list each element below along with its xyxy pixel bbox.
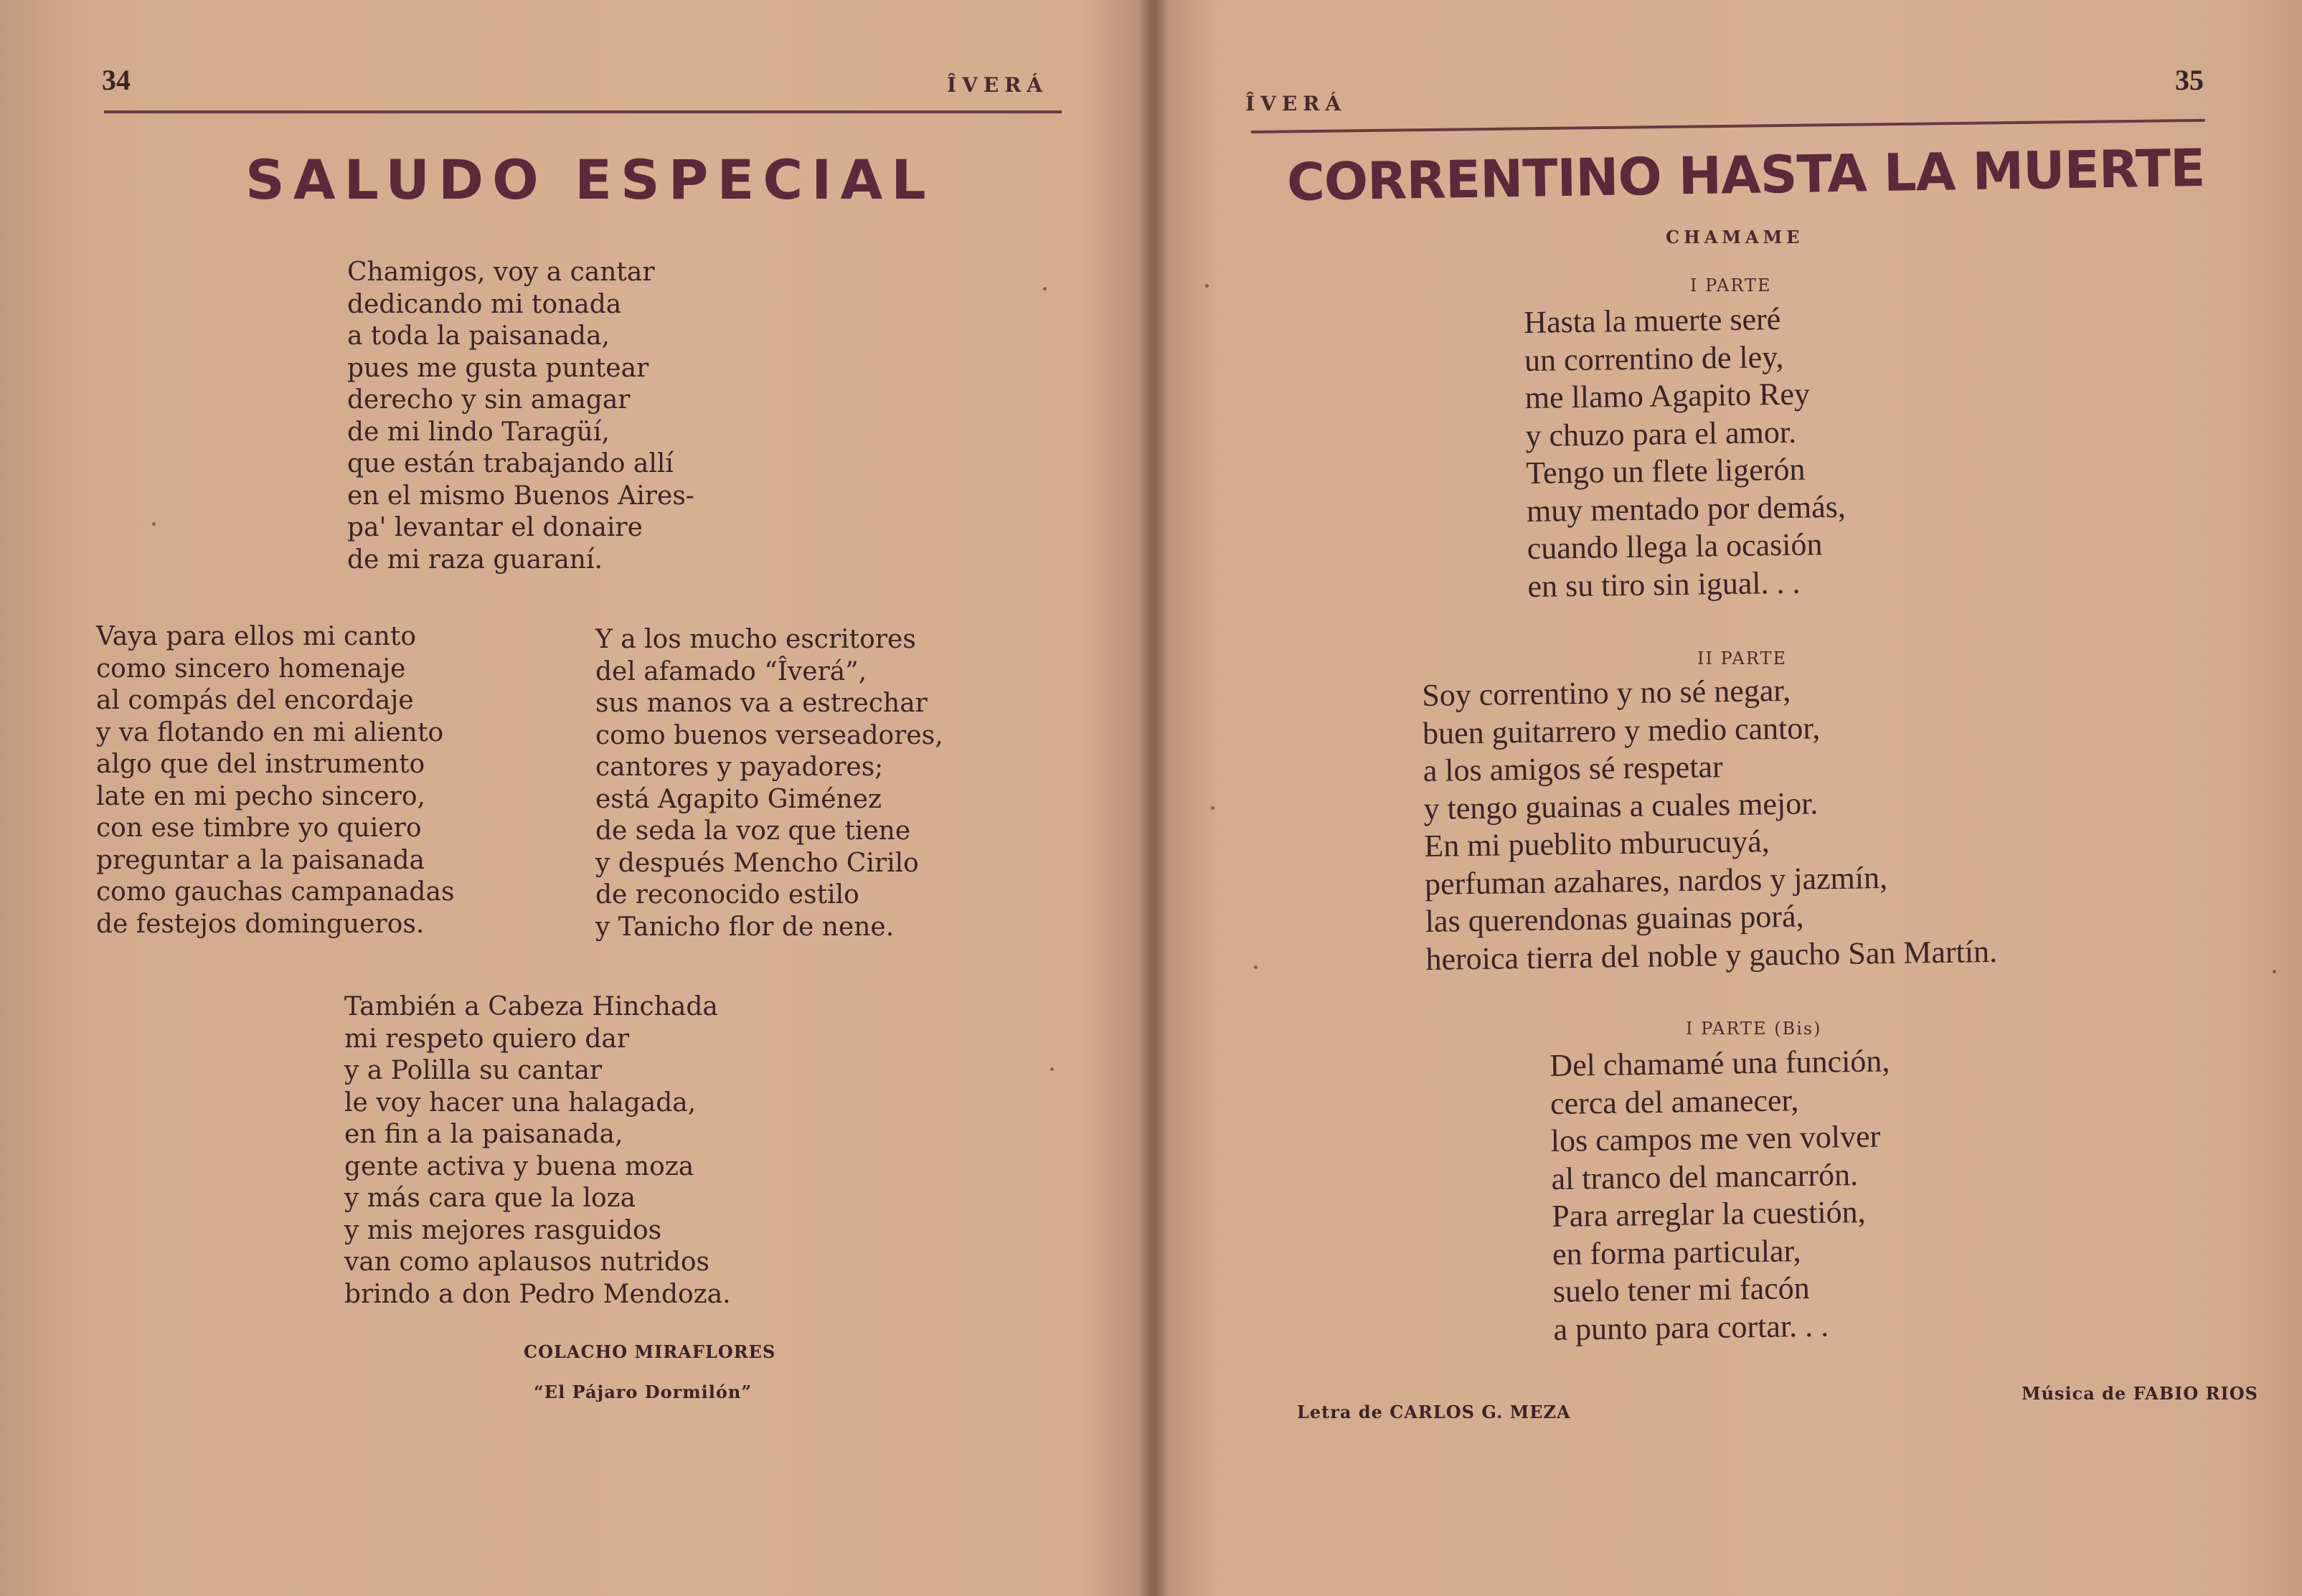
paper-speck [2273, 970, 2276, 973]
verse-line: sus manos va a estrechar [595, 689, 928, 718]
paper-speck [1211, 806, 1214, 810]
verse-line: algo que del instrumento [96, 750, 425, 779]
part-2-verse [1422, 669, 1997, 978]
verse-line: en fin a la paisanada, [344, 1120, 623, 1149]
verse-line: en su tiro sin igual. . . [1527, 565, 1801, 604]
verse-line: como gauchas campanadas [96, 877, 455, 907]
verse-line: brindo a don Pedro Mendoza. [344, 1279, 731, 1309]
paper-speck [1043, 287, 1047, 291]
stanza-2 [96, 621, 454, 940]
book-gutter [1138, 0, 1169, 1596]
running-head: ÎVERÁ [1245, 92, 1347, 115]
verse-line: pues me gusta puntear [347, 353, 649, 383]
verse-line: de reconocido estilo [595, 880, 859, 910]
verse-line: cerca del amanecer, [1549, 1082, 1799, 1121]
verse-line: muy mentado por demás, [1526, 488, 1846, 529]
poem-title: SALUDO ESPECIAL [245, 148, 935, 212]
stanza-3 [595, 624, 943, 943]
header-rule [104, 110, 1062, 113]
part-3-verse [1549, 1042, 1894, 1349]
verse-line: Y a los mucho escritores [595, 625, 916, 654]
verse-line: derecho y sin amagar [347, 385, 631, 415]
author-nickname: “El Pájaro Dormilón” [534, 1382, 753, 1402]
verse-line: late en mi pecho sincero, [96, 781, 425, 811]
verse-line: al compás del encordaje [96, 686, 414, 715]
verse-line: También a Cabeza Hinchada [344, 992, 718, 1021]
verse-line: y chuzo para el amor. [1525, 414, 1797, 453]
verse-line: y va flotando en mi aliento [96, 717, 444, 747]
stanza-4 [344, 991, 731, 1311]
verse-line: cuando llega la ocasión [1527, 527, 1823, 566]
verse-line: los campos me ven volver [1550, 1118, 1881, 1158]
verse-line: preguntar a la paisanada [96, 845, 425, 875]
verse-line: me llamo Agapito Rey [1524, 376, 1811, 415]
verse-line: a los amigos sé respetar [1423, 749, 1723, 788]
verse-line: en el mismo Buenos Aires- [347, 481, 694, 511]
verse-line: de mi raza guaraní. [347, 544, 603, 575]
header-rule [1251, 119, 2205, 133]
verse-line: con ese timbre yo quiero [96, 813, 422, 843]
verse-line: al tranco del mancarrón. [1551, 1156, 1859, 1196]
paper-speck [152, 522, 156, 526]
page-number: 34 [102, 64, 131, 96]
verse-line: y Tanicho flor de nene. [595, 912, 895, 942]
song-title: CORRENTINO HASTA LA MUERTE [1286, 137, 2205, 212]
verse-line: buen guitarrero y medio cantor, [1422, 709, 1821, 751]
verse-line: cantores y payadores; [595, 752, 884, 782]
verse-line: y a Polilla su cantar [344, 1056, 603, 1085]
song-genre: CHAMAME [1666, 227, 1804, 247]
verse-line: En mi pueblito mburucuyá, [1423, 823, 1770, 864]
verse-line: en forma particular, [1552, 1232, 1801, 1272]
verse-line: y después Mencho Cirilo [595, 848, 919, 878]
verse-line: mi respeto quiero dar [344, 1024, 630, 1054]
verse-line: y mis mejores rasguidos [344, 1215, 662, 1245]
music-credit: Música de FABIO RIOS [2022, 1383, 2259, 1404]
verse-line: como buenos verseadores, [595, 720, 943, 750]
verse-line: Soy correntino y no sé negar, [1422, 672, 1791, 713]
verse-line: Para arreglar la cuestión, [1551, 1194, 1866, 1234]
verse-line: Chamigos, voy a cantar [347, 258, 655, 287]
verse-line: las querendonas guainas porá, [1425, 898, 1804, 939]
running-head: ÎVERÁ [947, 73, 1049, 97]
paper-speck [1050, 1067, 1054, 1071]
right-page [1151, 0, 2302, 1596]
lyrics-credit: Letra de CARLOS G. MEZA [1297, 1402, 1571, 1422]
verse-line: del afamado “Îverá”, [595, 656, 867, 686]
verse-line: y más cara que la loza [344, 1184, 636, 1213]
part-1-verse [1524, 300, 1847, 605]
verse-line: a punto para cortar. . . [1553, 1308, 1829, 1347]
verse-line: está Agapito Giménez [595, 784, 882, 814]
paper-speck [1254, 965, 1258, 969]
verse-line: Tengo un flete ligerón [1525, 451, 1806, 491]
verse-line: dedicando mi tonada [347, 289, 622, 319]
verse-line: gente activa y buena moza [344, 1151, 694, 1181]
part-label: II PARTE [1697, 648, 1788, 669]
verse-line: de mi lindo Taragüí, [347, 417, 610, 447]
paper-speck [1205, 284, 1209, 288]
verse-line: Del chamamé una función, [1549, 1043, 1890, 1083]
verse-line: pa' levantar el donaire [347, 513, 643, 542]
verse-line: de seda la voz que tiene [595, 816, 911, 846]
verse-line: de festejos domingueros. [96, 909, 425, 939]
stanza-1 [347, 257, 694, 576]
verse-line: perfuman azahares, nardos y jazmín, [1424, 859, 1888, 902]
author-name: COLACHO MIRAFLORES [524, 1341, 776, 1362]
verse-line: Hasta la muerte seré [1524, 301, 1781, 340]
part-label: I PARTE (Bis) [1686, 1019, 1822, 1039]
part-label: I PARTE [1690, 275, 1772, 296]
verse-line: que están trabajando allí [347, 449, 674, 478]
verse-line: y tengo guainas a cuales mejor. [1423, 785, 1819, 826]
verse-line: Vaya para ellos mi canto [96, 622, 416, 651]
verse-line: van como aplausos nutridos [344, 1247, 710, 1277]
page-number: 35 [2175, 64, 2204, 96]
verse-line: un correntino de ley, [1524, 339, 1784, 378]
verse-line: suelo tener mi facón [1552, 1270, 1811, 1309]
verse-line: a toda la paisanada, [347, 321, 610, 351]
verse-line: heroica tierra del noble y gaucho San Martín. [1425, 933, 1998, 977]
verse-line: como sincero homenaje [96, 653, 406, 684]
verse-line: le voy hacer una halagada, [344, 1087, 697, 1118]
